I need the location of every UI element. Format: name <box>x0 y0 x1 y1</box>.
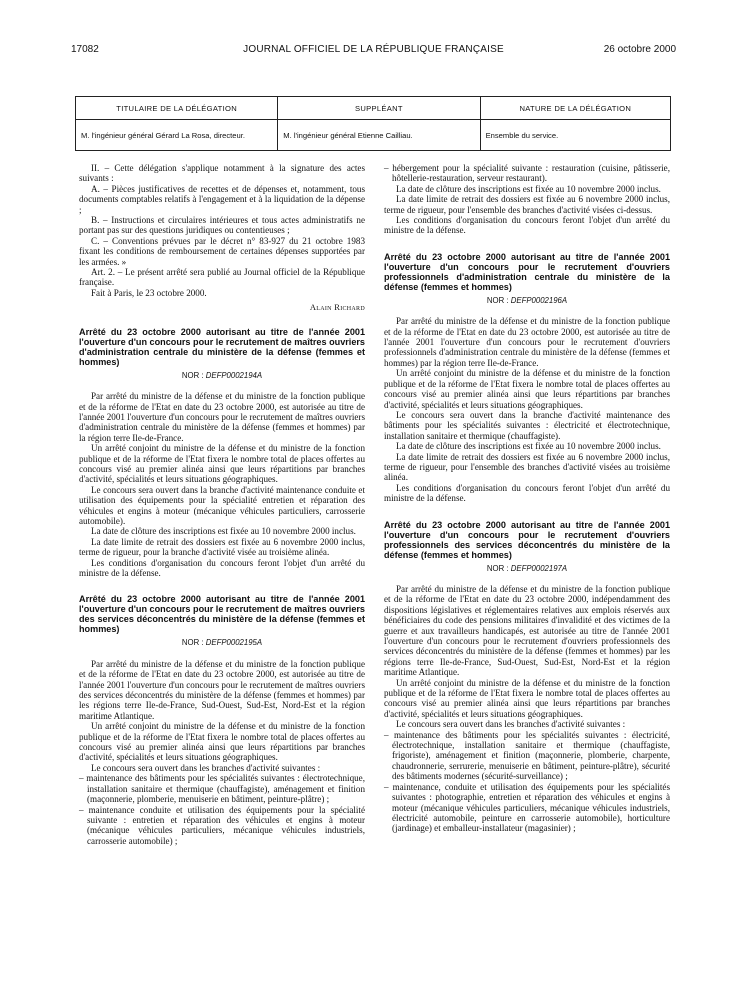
paragraph: Par arrêté du ministre de la défense et du ministre de la fonction publique et de la réforme de l'Etat en date du 23 octobre 2000, indépendamment des dispositions législatives et réglementaires relatives aux emplois réservés aux bénéficiaires du code des pensions militaires d'invalidité et des victimes de la guerre et aux travailleurs handicapés, est autorisée au titre de l'année 2001 l'ouverture d'un concours pour le recrutement d'ouvriers professionnels des services déconcentrés du ministère de la défense (femmes et hommes) par les régions terre Ile-de-France, Sud-Ouest, Sud-Est, Nord-Est et la région maritime Atlantique. <box>384 583 670 678</box>
column-header: NATURE DE LA DÉLÉGATION <box>480 97 670 120</box>
list-item: – maintenance des bâtiments pour les spécialités suivantes : électricité, électrotechnique, installation sanitaire et thermique (chauffagiste, frigoriste), aménagement et finition (maçonnerie, plomberie, charpente, chaudronnerie, serrurerie, menuiserie en bâtiment, peinture-plâtre), sécurité des bâtiments modernes (sécurité-surveillance) ; <box>384 729 670 782</box>
decree-title: Arrêté du 23 octobre 2000 autorisant au titre de l'année 2001 l'ouverture d'un concours pour le recrutement de maîtres ouvriers d'administration centrale du ministère de la défense (femmes et hommes) <box>79 326 365 367</box>
right-column <box>384 163 670 834</box>
list-item: – maintenance, conduite et utilisation des équipements pour les spécialités suivantes : photographie, entretien et réparation des véhicules et engins à moteur (mécanique véhicules particuliers, mécanique véhicules industriels, électricité automobile, peinture en carrosserie automobile), horticulture (jardinage) et emballeur-installateur (magasinier) ; <box>384 781 670 834</box>
paragraph: Par arrêté du ministre de la défense et du ministre de la fonction publique et de la réforme de l'Etat en date du 23 octobre 2000, est autorisée au titre de l'année 2001 l'ouverture d'un concours pour le recrutement d'ouvriers professionnels d'administration centrale du ministère de la défense (femmes et hommes) par la région terre Ile-de-France. <box>384 316 670 368</box>
column-header: SUPPLÉANT <box>278 97 480 120</box>
table-cell: Ensemble du service. <box>480 120 670 151</box>
paragraph: Fait à Paris, le 23 octobre 2000. <box>91 287 207 298</box>
table-row <box>76 120 671 151</box>
nor-label: NOR : <box>486 563 509 573</box>
table-header-row <box>76 97 671 120</box>
paragraph: Par arrêté du ministre de la défense et du ministre de la fonction publique et de la réforme de l'Etat en date du 23 octobre 2000, est autorisée au titre de l'année 2001 l'ouverture d'un concours pour le recrutement de maîtres ouvriers d'administration centrale du ministère de la défense (femmes et hommes) par la région terre Ile-de-France. <box>79 391 365 443</box>
column-header: TITULAIRE DE LA DÉLÉGATION <box>76 97 278 120</box>
paragraph: Un arrêté conjoint du ministre de la défense et du ministre de la fonction publique et de la réforme de l'Etat fixera le nombre total de places offertes au concours visé au premier alinéa ainsi que leurs répartitions par branches d'activité, spécialités et leurs situations géographiques. <box>384 368 670 410</box>
list-item: – maintenance des bâtiments pour les spécialités suivantes : électrotechnique, installation sanitaire et thermique (chauffagiste), aménagement et finition (maçonnerie, plomberie, menuiserie en bâtiment, peinture-plâtre) ; <box>79 773 365 805</box>
page-header <box>71 44 676 58</box>
nor-label: NOR : <box>181 638 204 648</box>
paragraph: Par arrêté du ministre de la défense et du ministre de la fonction publique et de la réforme de l'Etat en date du 23 octobre 2000, est autorisée au titre de l'année 2001 l'ouverture d'un concours pour le recrutement de maîtres ouvriers des services déconcentrés du ministère de la défense (femmes et hommes) par les régions terre Ile-de-France, Sud-Ouest, Sud-Est, Nord-Est et la région maritime Atlantique. <box>79 658 365 721</box>
table-cell: M. l'ingénieur général Gérard La Rosa, directeur. <box>76 120 278 151</box>
paragraph: II. – Cette délégation s'applique notamment à la signature des actes suivants : <box>79 163 365 184</box>
list-item: – hébergement pour la spécialité suivante : restauration (cuisine, pâtisserie, hôtellerie-restauration, serveur restaurant). <box>384 163 670 184</box>
paragraph: Les conditions d'organisation du concours feront l'objet d'un arrêté du ministre de la défense. <box>384 482 670 504</box>
signature: Alain Richard <box>309 302 365 313</box>
paragraph: Le concours sera ouvert dans les branches d'activité suivantes : <box>396 719 626 730</box>
paragraph: Le concours sera ouvert dans les branches d'activité suivantes : <box>91 762 321 773</box>
delegation-table <box>75 96 671 151</box>
table-cell: M. l'ingénieur général Etienne Cailliau. <box>278 120 480 151</box>
page-number: 17082 <box>71 44 99 55</box>
decree-title: Arrêté du 23 octobre 2000 autorisant au titre de l'année 2001 l'ouverture d'un concours pour le recrutement d'ouvriers professionnels d'administration centrale du ministère de la défense (femmes et hommes) <box>384 251 670 292</box>
paragraph: Un arrêté conjoint du ministre de la défense et du ministre de la fonction publique et de la réforme de l'Etat fixera le nombre total de places offertes au concours visé au premier alinéa ainsi que leurs répartitions par branches d'activité, spécialités et leurs situations géographiques. <box>384 677 670 719</box>
decree-title: Arrêté du 23 octobre 2000 autorisant au titre de l'année 2001 l'ouverture d'un concours pour le recrutement d'ouvriers professionnels des services déconcentrés du ministère de la défense (femmes et hommes) <box>384 519 670 560</box>
nor-reference <box>384 296 670 306</box>
issue-date: 26 octobre 2000 <box>603 44 676 55</box>
paragraph: C. – Conventions prévues par le décret n° 83-927 du 21 octobre 1983 fixant les conditions de remboursement de certaines dépenses supportées par les armées. » <box>79 235 365 267</box>
list-item: – maintenance conduite et utilisation des équipements pour la spécialité suivante : entretien et réparation des véhicules et engins à moteur (mécanique véhicules particuliers, mécanique véhicules industriels, carrosserie automobile) ; <box>79 804 365 846</box>
paragraph: La date limite de retrait des dossiers est fixée au 6 novembre 2000 inclus, terme de rigueur, pour la branche d'activité visée au troisième alinéa. <box>79 536 365 558</box>
nor-code: DEFP0002194A <box>205 370 263 380</box>
paragraph: Un arrêté conjoint du ministre de la défense et du ministre de la fonction publique et de la réforme de l'Etat fixera le nombre total de places offertes au concours visé au premier alinéa ainsi que leurs répartitions par branches d'activité, spécialités et leurs situations géographiques. <box>79 721 365 763</box>
nor-code: DEFP0002196A <box>510 295 568 305</box>
paragraph: La date limite de retrait des dossiers est fixée au 6 novembre 2000 inclus, terme de rigueur, pour l'ensemble des branches d'activité visées ci-dessus. <box>384 194 670 215</box>
paragraph: Les conditions d'organisation du concours feront l'objet d'un arrêté du ministre de la défense. <box>384 215 670 236</box>
nor-reference <box>79 371 365 381</box>
paragraph: La date limite de retrait des dossiers est fixée au 6 novembre 2000 inclus, terme de rigueur, pour l'ensemble des branches d'activité visées au troisième alinéa. <box>384 451 670 483</box>
journal-title: JOURNAL OFFICIEL DE LA RÉPUBLIQUE FRANÇAISE <box>243 44 504 55</box>
left-column <box>79 163 365 846</box>
paragraph: La date de clôture des inscriptions est fixée au 10 novembre 2000 inclus. <box>91 526 356 537</box>
article-paragraph: Art. 2. – Le présent arrêté sera publié au Journal officiel de la République française. <box>79 267 365 288</box>
nor-reference <box>384 564 670 574</box>
decree-title: Arrêté du 23 octobre 2000 autorisant au titre de l'année 2001 l'ouverture d'un concours pour le recrutement de maîtres ouvriers des services déconcentrés du ministère de la défense (femmes et hommes) <box>79 594 365 635</box>
paragraph: Le concours sera ouvert dans la branche d'activité maintenance conduite et utilisation des équipements pour la spécialité entretien et réparation des véhicules et engins à moteur (mécanique véhicules particuliers, carrosserie automobile). <box>79 484 365 526</box>
paragraph: Le concours sera ouvert dans la branche d'activité maintenance des bâtiments pour les spécialités suivantes : électricité et électrotechnique, installation sanitaire et thermique (chauffagiste). <box>384 409 670 441</box>
paragraph: Les conditions d'organisation du concours feront l'objet d'un arrêté du ministre de la défense. <box>79 557 365 578</box>
nor-reference <box>79 638 365 648</box>
nor-code: DEFP0002195A <box>205 638 263 648</box>
paragraph: La date de clôture des inscriptions est fixée au 10 novembre 2000 inclus. <box>396 441 661 452</box>
paragraph: Un arrêté conjoint du ministre de la défense et du ministre de la fonction publique et de la réforme de l'Etat fixera le nombre total de places offertes au concours visé au premier alinéa ainsi que leurs répartitions par branches d'activité, spécialités et leurs situations géographiques. <box>79 443 365 485</box>
nor-code: DEFP0002197A <box>510 563 568 573</box>
nor-label: NOR : <box>486 295 509 305</box>
paragraph: La date de clôture des inscriptions est fixée au 10 novembre 2000 inclus. <box>396 183 661 194</box>
paragraph: B. – Instructions et circulaires intérieures et tous actes administratifs ne portant pas sur des questions juridiques ou contentieuses ; <box>79 215 365 236</box>
nor-label: NOR : <box>181 370 204 380</box>
paragraph: A. – Pièces justificatives de recettes et de dépenses et, notamment, tous documents comptables relatifs à l'engagement et à la liquidation de la dépense ; <box>79 183 365 215</box>
